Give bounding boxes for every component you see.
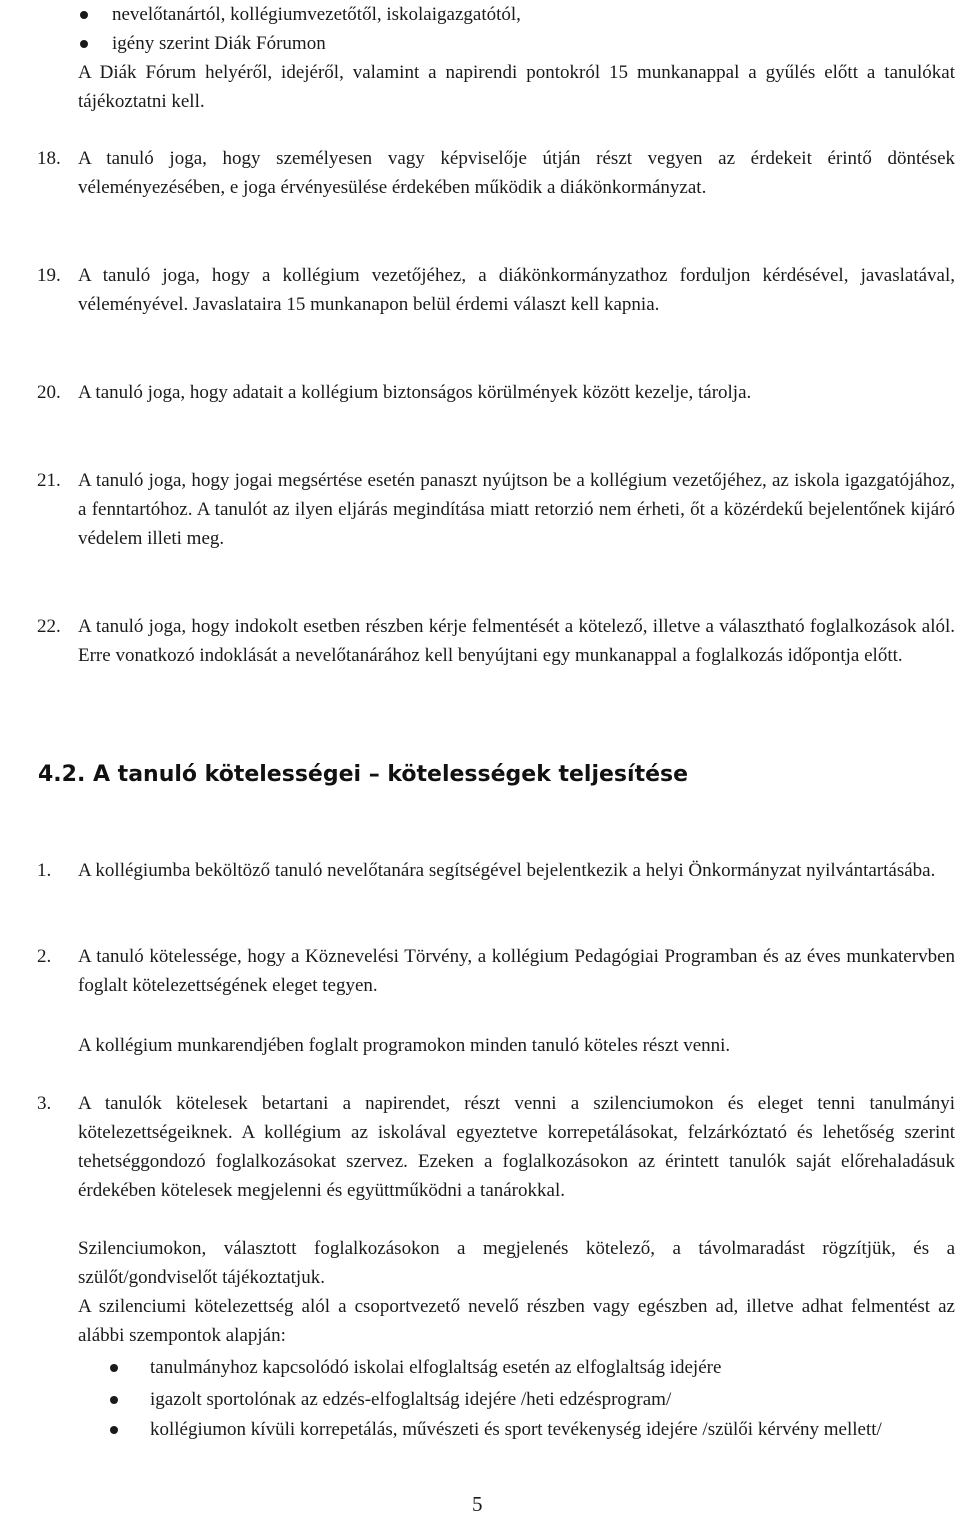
bullet-text: igazolt sportolónak az edzés-elfoglaltság idejére /heti edzésprogram/ — [150, 1389, 672, 1410]
item-number: 22. — [37, 616, 61, 637]
list-item — [150, 1353, 960, 1382]
numbered-paragraph: A tanuló joga, hogy személyesen vagy képviselője útján részt vegyen az érdekeit érintő döntések véleményezésében, e joga érvényesülése érdekében működik a diákönkormányzat. — [78, 148, 955, 198]
numbered-paragraph: A tanuló joga, hogy a kollégium vezetőjéhez, a diákönkormányzathoz forduljon kérdésével, javaslatával, véleményével. Javaslataira 15 munkanapon belül érdemi választ kell kapnia. — [78, 265, 955, 315]
bullet-text: nevelőtanártól, kollégiumvezetőtől, iskolaigazgatótól, — [112, 4, 521, 25]
item-number: 3. — [37, 1093, 52, 1114]
numbered-paragraph: A tanuló kötelessége, hogy a Köznevelési Törvény, a kollégium Pedagógiai Programban és az éves munkatervben foglalt kötelezettségének eleget tegyen. — [78, 946, 955, 996]
numbered-paragraph: A tanulók kötelesek betartani a napirendet, részt venni a szilenciumokon és eleget tenni tanulmányi kötelezettségeiknek. A kollégium az iskolával egyeztetve korrepetálásokat, felzárkóztató és lehetőség szerint tehetséggondozó foglalkozásokat szervez. Ezeken a foglalkozásokon az érintett tanulók saját előrehaladásuk érdekében kötelesek megjelenni és együttműködni a tanárokkal. — [78, 1093, 955, 1201]
item-number: 18. — [37, 148, 61, 169]
item-number: 2. — [37, 946, 52, 967]
bullet-icon — [110, 1364, 118, 1372]
paragraph: A kollégium munkarendjében foglalt programokon minden tanuló köteles részt venni. — [78, 1035, 731, 1056]
item-number: 1. — [37, 860, 52, 881]
numbered-paragraph: A tanuló joga, hogy jogai megsértése esetén panaszt nyújtson be a kollégium vezetőjéhez, az iskola igazgatójához, a fenntartóhoz. A tanulót az ilyen eljárás megindítása miatt retorzió nem érheti, őt a közérdekű bejelentőnek kijáró védelem illeti meg. — [78, 470, 955, 549]
paragraph: A Diák Fórum helyéről, idejéről, valamint a napirendi pontokról 15 munkanappal a gyűlés előtt a tanulókat tájékoztatni kell. — [78, 62, 955, 112]
numbered-paragraph: A kollégiumba beköltöző tanuló nevelőtanára segítségével bejelentkezik a helyi Önkormányzat nyilvántartásába. — [78, 860, 936, 881]
list-item — [112, 0, 960, 29]
bullet-icon — [80, 11, 88, 19]
list-item — [150, 1385, 960, 1414]
bullet-text: tanulmányhoz kapcsolódó iskolai elfoglaltság esetén az elfoglaltság idejére — [150, 1357, 722, 1378]
bullet-icon — [80, 40, 88, 48]
item-number: 19. — [37, 265, 61, 286]
paragraph: A szilenciumi kötelezettség alól a csoportvezető nevelő részben vagy egészben ad, illetve adhat felmentést az alábbi szempontok alapján: — [78, 1296, 955, 1346]
item-number: 21. — [37, 470, 61, 491]
paragraph: Szilenciumokon, választott foglalkozásokon a megjelenés kötelező, a távolmaradást rögzítjük, és a szülőt/gondviselőt tájékoztatjuk. — [78, 1238, 955, 1288]
page-number: 5 — [472, 1492, 483, 1516]
list-item — [112, 29, 960, 58]
item-number: 20. — [37, 382, 61, 403]
bullet-icon — [110, 1426, 118, 1434]
list-item — [150, 1415, 960, 1444]
numbered-paragraph: A tanuló joga, hogy indokolt esetben részben kérje felmentését a kötelező, illetve a választható foglalkozások alól. Erre vonatkozó indoklását a nevelőtanárához kell benyújtani egy munkanappal a foglalkozás időpontja előtt. — [78, 616, 955, 666]
section-heading: 4.2. A tanuló kötelességei – kötelességek teljesítése — [38, 762, 689, 787]
bullet-icon — [110, 1396, 118, 1404]
numbered-paragraph: A tanuló joga, hogy adatait a kollégium biztonságos körülmények között kezelje, tárolja. — [78, 382, 752, 403]
bullet-text: kollégiumon kívüli korrepetálás, művészeti és sport tevékenység idejére /szülői kérvény mellett/ — [150, 1419, 882, 1440]
bullet-text: igény szerint Diák Fórumon — [112, 33, 326, 54]
